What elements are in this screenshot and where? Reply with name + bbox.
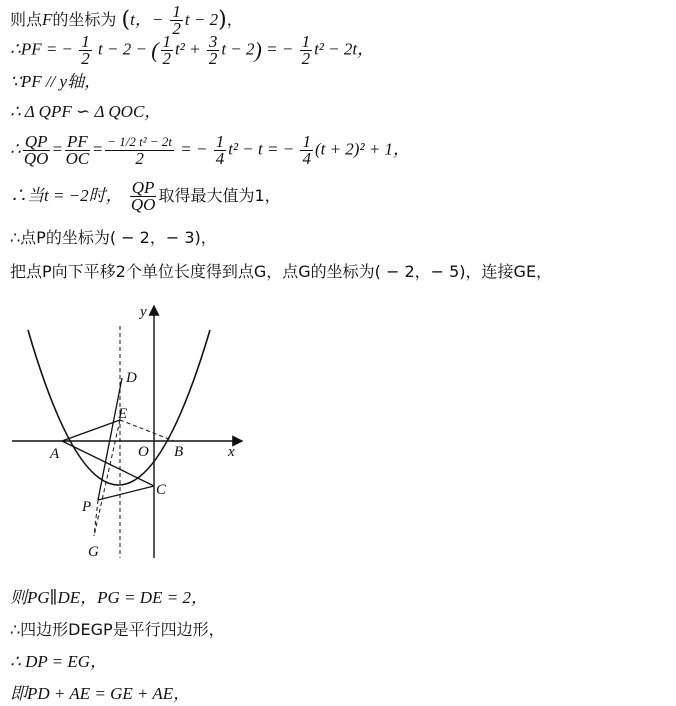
line-sum: 即PD + AE = GE + AE， <box>10 684 191 703</box>
line-parallelogram: ∴四边形DEGP是平行四边形， <box>10 620 225 639</box>
segment-pg <box>94 500 98 536</box>
label-b: B <box>174 444 184 460</box>
segment-pc <box>98 486 154 500</box>
text-mid: 的坐标为 <box>52 10 117 29</box>
line-max-value: ∴当t = −2时， $\frac{QP}{QO}$ 取得最大值为1， <box>10 178 281 214</box>
line-point-f: 则点F的坐标为 (t，− $\frac{1}{2}$ t − 2)， <box>10 2 243 38</box>
segment-eb <box>120 420 174 441</box>
line-ratio: ∴ $\frac{QP}{QO}$ = $\frac{PF}{OC}$ = $\frac{\text{− 1/2 t² − 2t}}{2}$ = − $\frac{1}{4}$ t² − t = − $\frac{1}{4}$ (t + 2)² + 1， <box>10 132 411 168</box>
geometry-diagram <box>8 300 258 560</box>
label-x: x <box>228 444 235 460</box>
line-translate-g: 把点P向下平移2个单位长度得到点G，点G的坐标为( − 2，− 5)，连接GE， <box>10 262 553 281</box>
label-a: A <box>50 446 60 462</box>
var-f: F <box>42 10 53 29</box>
line-pf-expression: ∴PF = − $\frac{1}{2}$ t − 2 − ( $\frac{1}{2}$ t² + $\frac{3}{2}$ t − 2) = − $\frac{1}{2}$ t² − 2t， <box>10 32 375 68</box>
label-y: y <box>140 304 147 320</box>
label-d: D <box>126 370 137 386</box>
text-prefix: 则点 <box>10 10 43 29</box>
segment-pd <box>98 378 122 500</box>
label-o: O <box>138 444 149 460</box>
label-e: E <box>118 406 128 422</box>
label-p: P <box>82 499 92 515</box>
line-pg-de: 则PG∥DE，PG = DE = 2， <box>10 588 208 607</box>
line-similar-triangles: ∴ Δ QPF ∽ Δ QOC， <box>10 102 162 121</box>
label-c: C <box>156 482 167 498</box>
line-parallel: ∵PF // y轴， <box>10 72 102 91</box>
label-g: G <box>88 544 99 560</box>
line-point-p: ∴点P的坐标为( − 2，− 3)， <box>10 228 217 247</box>
segment-eg <box>94 420 120 536</box>
fraction-half: $\frac{1}{2}$ <box>172 2 181 38</box>
line-dp-eg: ∴ DP = EG， <box>10 652 108 671</box>
